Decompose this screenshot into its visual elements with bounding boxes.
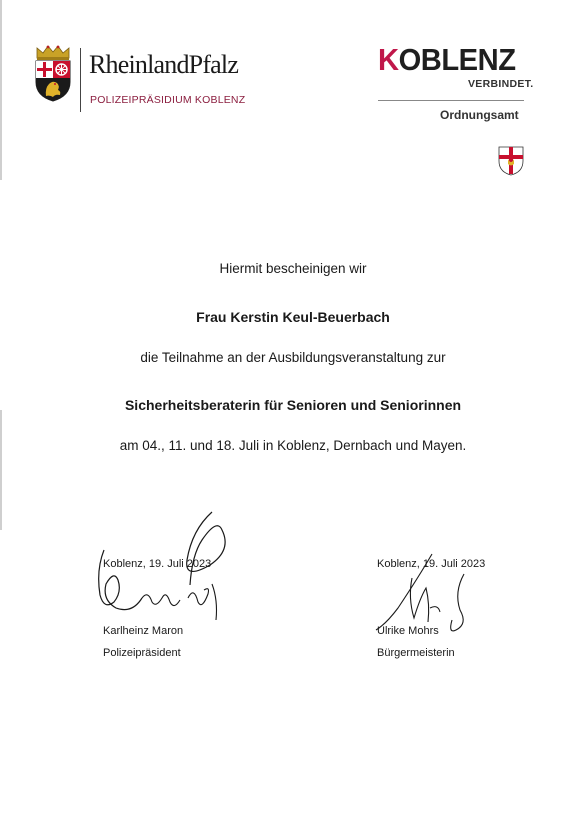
right-place-date: Koblenz, 19. Juli 2023 — [377, 558, 486, 570]
left-handwritten-signature — [92, 510, 242, 630]
koblenz-wordmark-k: K — [378, 42, 399, 77]
koblenz-rule — [378, 100, 524, 101]
rheinland-pfalz-crest-icon — [33, 44, 73, 102]
koblenz-wordmark-rest: OBLENZ — [398, 42, 516, 77]
police-department-subtitle: POLIZEIPRÄSIDIUM KOBLENZ — [90, 94, 246, 106]
rheinland-pfalz-wordmark: RheinlandPfalz — [89, 50, 239, 79]
koblenz-tagline: VERBINDET. — [468, 78, 534, 90]
left-place-date: Koblenz, 19. Juli 2023 — [103, 558, 212, 570]
course-dates: am 04., 11. und 18. Juli in Koblenz, Dernbach und Mayen. — [119, 438, 467, 453]
left-signatory-role: Polizeipräsident — [103, 647, 181, 659]
right-signatory-role: Bürgermeisterin — [377, 647, 455, 659]
left-signatory-name: Karlheinz Maron — [103, 625, 184, 637]
course-title: Sicherheitsberaterin für Senioren und Seniorinnen — [124, 397, 462, 413]
recipient-name: Frau Kerstin Keul-Beuerbach — [196, 309, 390, 325]
koblenz-shield-icon — [498, 146, 524, 176]
participation-text: die Teilnahme an der Ausbildungsveranstaltung zur — [140, 350, 446, 365]
department-name: Ordnungsamt — [440, 108, 519, 122]
header-divider — [80, 48, 81, 112]
right-signatory-name: Ulrike Mohrs — [377, 625, 439, 637]
page-edge-shadow — [0, 0, 2, 180]
koblenz-wordmark — [378, 42, 516, 78]
page-edge-shadow — [0, 410, 2, 530]
intro-text: Hiermit bescheinigen wir — [219, 261, 367, 276]
